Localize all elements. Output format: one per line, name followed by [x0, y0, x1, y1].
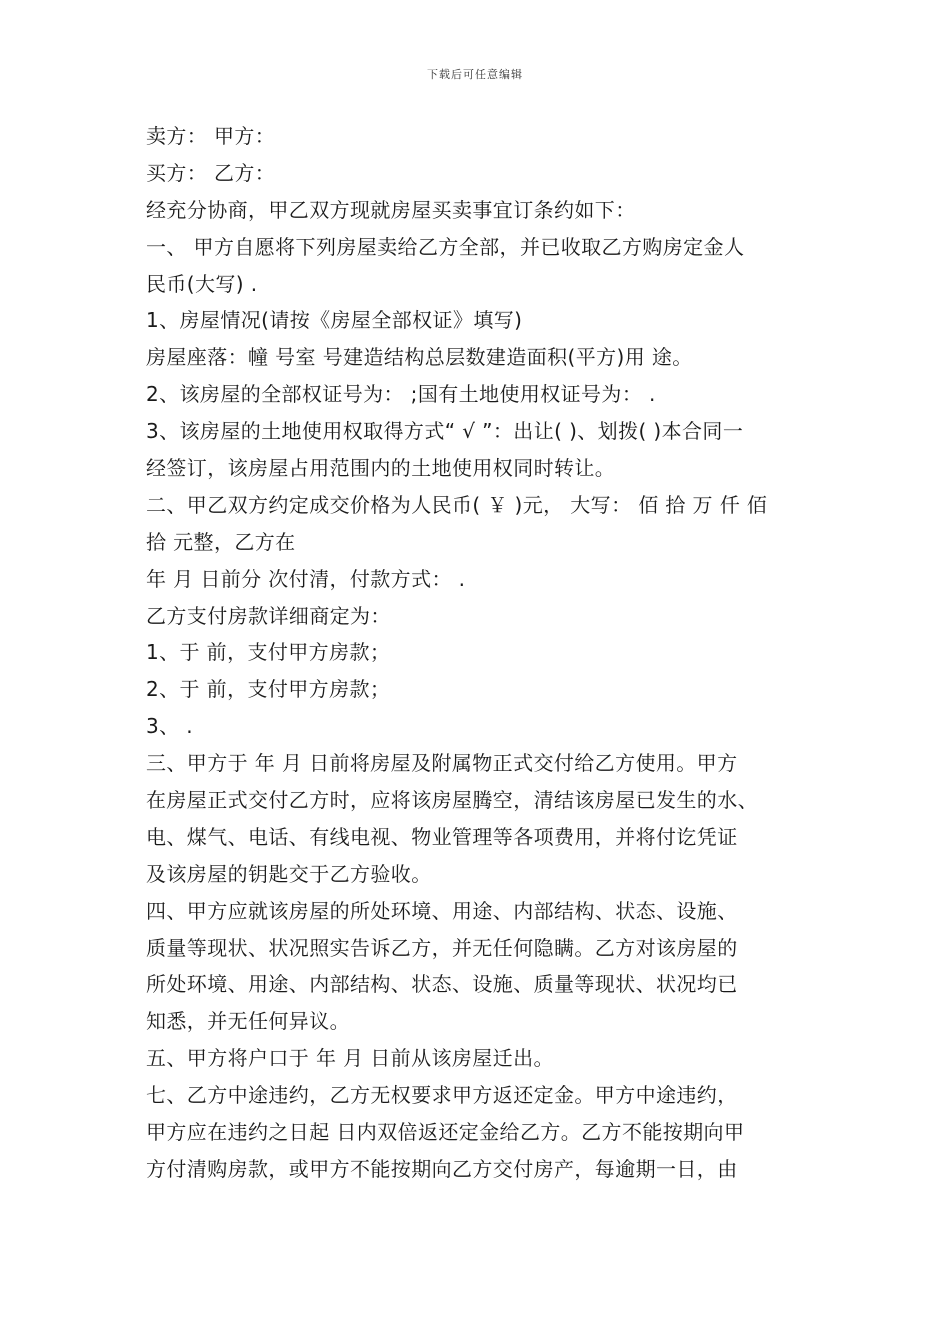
text-line: 二、甲乙双方约定成交价格为人民币( ￥ )元， 大写： 佰 拾 万 仟 佰 — [146, 492, 768, 517]
text-line: 知悉，并无任何异议。 — [146, 1009, 350, 1034]
page-header: 下载后可任意编辑 — [427, 68, 523, 81]
text-line: 五、甲方将户口于 年 月 日前从该房屋迁出。 — [146, 1046, 554, 1071]
text-line: 所处环境、用途、内部结构、状态、设施、质量等现状、状况均已 — [146, 972, 738, 997]
text-line: 四、甲方应就该房屋的所处环境、用途、内部结构、状态、设施、 — [146, 898, 738, 923]
text-line: 七、乙方中途违约，乙方无权要求甲方返还定金。甲方中途违约， — [146, 1083, 738, 1108]
text-line: 经签订，该房屋占用范围内的土地使用权同时转让。 — [146, 456, 616, 481]
text-line: 乙方支付房款详细商定为： — [146, 603, 391, 628]
text-line: 甲方应在违约之日起 日内双倍返还定金给乙方。乙方不能按期向甲 — [146, 1120, 745, 1145]
text-line: 年 月 日前分 次付清，付款方式： . — [146, 566, 466, 591]
text-line: 电、煤气、电话、有线电视、物业管理等各项费用，并将付讫凭证 — [146, 824, 738, 849]
text-line: 3、 . — [146, 714, 194, 739]
text-line: 方付清购房款，或甲方不能按期向乙方交付房产，每逾期一日，由 — [146, 1156, 738, 1181]
text-line: 及该房屋的钥匙交于乙方验收。 — [146, 861, 432, 886]
text-line: 三、甲方于 年 月 日前将房屋及附属物正式交付给乙方使用。甲方 — [146, 751, 738, 776]
text-line: 在房屋正式交付乙方时，应将该房屋腾空，清结该房屋已发生的水、 — [146, 788, 758, 813]
document-body — [146, 118, 811, 1188]
text-line: 2、于 前，支付甲方房款； — [146, 677, 391, 702]
text-line: 买方： 乙方： — [146, 160, 276, 185]
text-line: 2、该房屋的全部权证号为： ;国有土地使用权证号为： . — [146, 382, 656, 407]
text-line: 民币(大写) . — [146, 271, 258, 296]
text-line: 3、该房屋的土地使用权取得方式“ √ ”：出让( )、划拨( )本合同一 — [146, 419, 744, 444]
text-line: 卖方： 甲方： — [146, 124, 276, 148]
text-line: 1、房屋情况(请按《房屋全部权证》填写) — [146, 308, 523, 333]
text-line: 拾 元整，乙方在 — [146, 529, 296, 554]
text-line: 房屋座落：幢 号室 号建造结构总层数建造面积(平方)用 途。 — [146, 345, 693, 370]
text-line: 经充分协商，甲乙双方现就房屋买卖事宜订条约如下： — [146, 197, 636, 222]
text-line: 1、于 前，支付甲方房款； — [146, 640, 391, 665]
text-line: 一、 甲方自愿将下列房屋卖给乙方全部，并已收取乙方购房定金人 — [146, 234, 745, 259]
text-line: 质量等现状、状况照实告诉乙方，并无任何隐瞒。乙方对该房屋的 — [146, 935, 738, 960]
